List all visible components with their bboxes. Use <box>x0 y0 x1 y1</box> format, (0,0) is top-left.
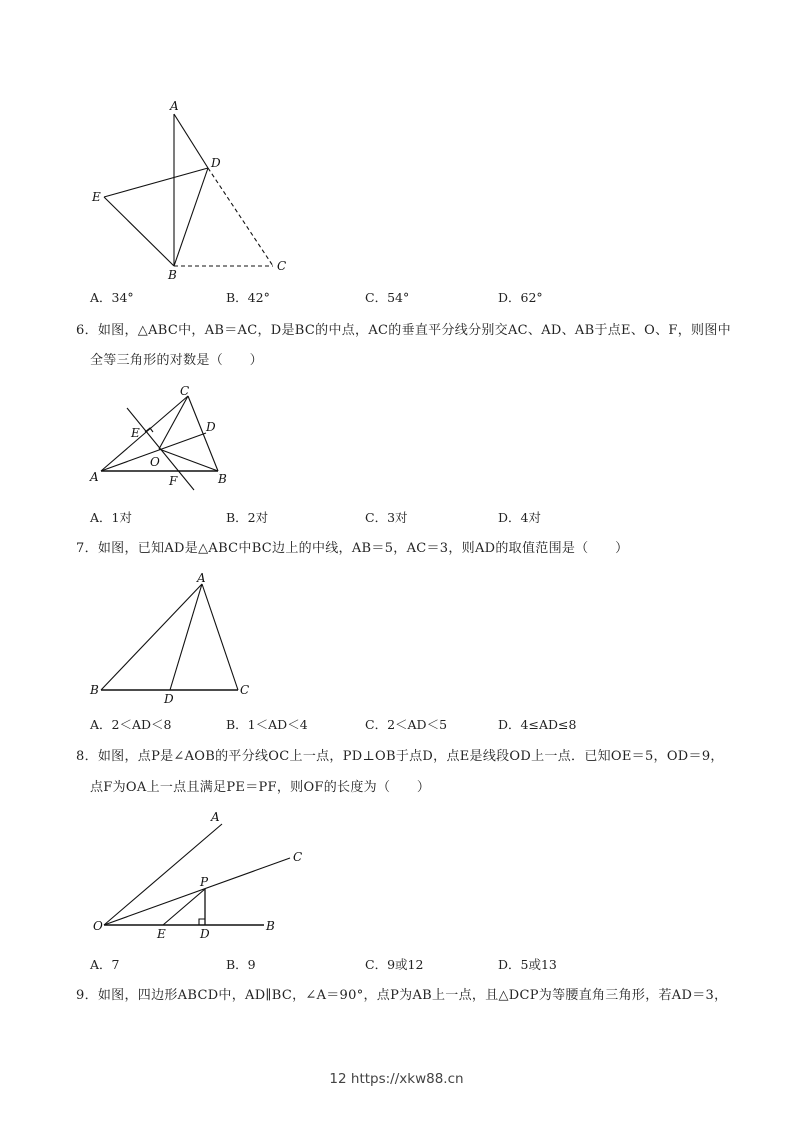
q6-label-A: A <box>90 470 99 484</box>
q5-option-b: B．42° <box>226 290 270 305</box>
q8-label-B: B <box>266 919 275 933</box>
q7-stem-line1: 7．如图，已知AD是△ABC中BC边上的中线，AB＝5，AC＝3，则AD的取值范围是（ ） <box>76 541 629 556</box>
q7-label-B: B <box>90 683 99 697</box>
q7-option-d: D．4≤AD≤8 <box>498 717 577 732</box>
q6-label-F: F <box>169 474 178 488</box>
q8-label-P: P <box>200 875 209 889</box>
q5-label-C: C <box>277 259 287 273</box>
q8-label-D: D <box>200 927 210 941</box>
q7-label-A: A <box>197 571 206 585</box>
q5-label-E: E <box>92 190 101 204</box>
q6-label-C: C <box>180 384 190 398</box>
q6-label-D: D <box>206 420 216 434</box>
q6-option-d: D．4对 <box>498 510 541 525</box>
q7-option-b: B．1＜AD＜4 <box>226 717 308 732</box>
q7-label-D: D <box>164 692 174 706</box>
q6-option-c: C．3对 <box>365 510 408 525</box>
q8-label-E: E <box>157 927 166 941</box>
q9-stem-line1: 9．如图，四边形ABCD中，AD∥BC，∠A＝90°，点P为AB上一点，且△DCP为等腰直角三角形，若AD＝3， <box>76 988 728 1003</box>
footer-url[interactable]: https://xkw88.cn <box>350 1071 464 1087</box>
page-footer <box>0 1071 793 1087</box>
q5-option-a: A．34° <box>90 290 134 305</box>
q7-label-C: C <box>240 683 250 697</box>
q8-label-C: C <box>293 850 303 864</box>
q5-label-A: A <box>170 99 179 113</box>
page-number: 12 <box>329 1071 347 1087</box>
q6-label-B: B <box>218 472 227 486</box>
q5-label-D: D <box>211 156 221 170</box>
q8-label-O: O <box>93 919 103 933</box>
q8-option-a: A．7 <box>90 957 120 972</box>
q6-stem-line1: 6．如图，△ABC中，AB＝AC，D是BC的中点，AC的垂直平分线分别交AC、AD、AB于点E、O、F，则图中 <box>76 323 731 338</box>
q8-stem-line2: 点F为OA上一点且满足PE＝PF，则OF的长度为（ ） <box>90 780 431 795</box>
q6-stem-line2: 全等三角形的对数是（ ） <box>90 353 263 368</box>
q6-option-b: B．2对 <box>226 510 269 525</box>
q5-option-c: C．54° <box>365 290 410 305</box>
q8-stem-line1: 8．如图，点P是∠AOB的平分线OC上一点，PD⊥OB于点D，点E是线段OD上一点．已知OE＝5，OD＝9， <box>76 749 724 764</box>
q7-option-a: A．2＜AD＜8 <box>90 717 172 732</box>
q6-option-a: A．1对 <box>90 510 132 525</box>
q8-option-d: D．5或13 <box>498 957 557 972</box>
q6-label-O: O <box>150 455 160 469</box>
q8-label-A: A <box>211 810 220 824</box>
q5-label-B: B <box>168 268 177 282</box>
q7-option-c: C．2＜AD＜5 <box>365 717 448 732</box>
q5-option-d: D．62° <box>498 290 543 305</box>
q8-option-b: B．9 <box>226 957 256 972</box>
q6-label-E: E <box>131 426 140 440</box>
q8-option-c: C．9或12 <box>365 957 424 972</box>
